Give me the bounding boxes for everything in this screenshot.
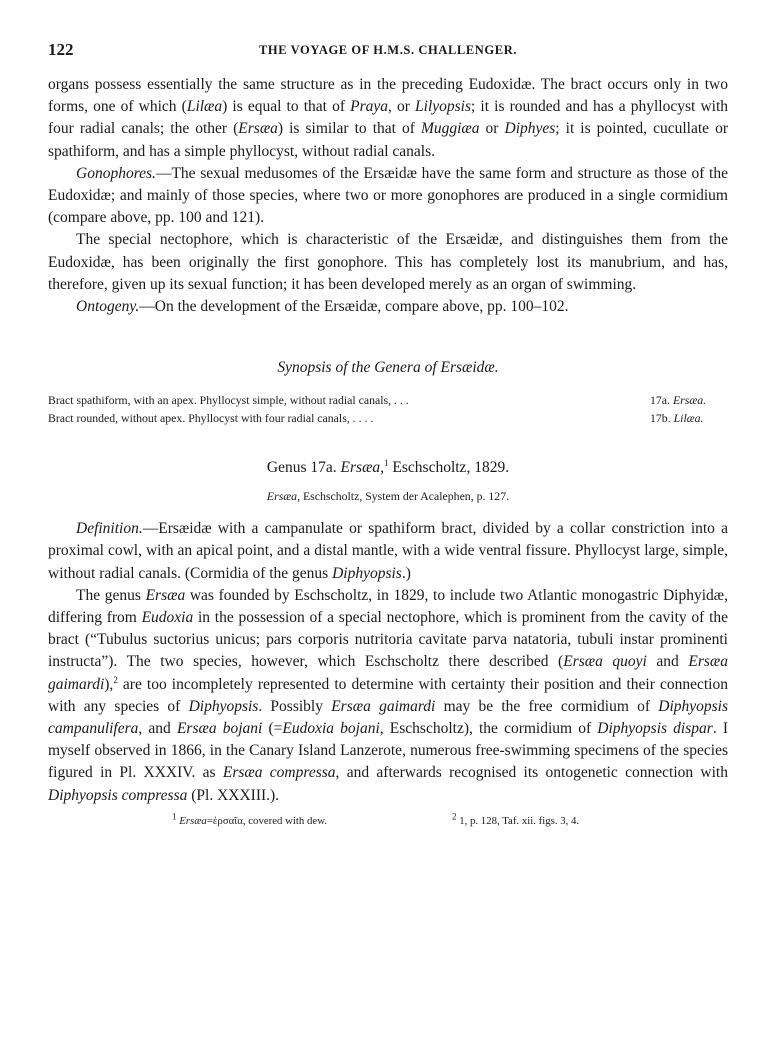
genus-heading: Genus 17a. Ersæa,$^1$ Eschscholtz, 1829. (266, 458, 510, 477)
genus-reference: Ersæa, Eschscholtz, System der Acalephen, p. 127. (266, 489, 510, 504)
page (48, 40, 728, 827)
gonophores-label: Gonophores. (76, 164, 156, 182)
footnote-2: $^2$ 1, p. 128, Taf. xii. figs. 3, 4. (452, 811, 580, 827)
definition-paragraph: Definition.—Ersæidæ with a campanulate or spathiform bract, divided by a collar constriction into a proximal cowl, with an apical point, and a distal mantle, with a wide ventral fissure. Phyllocyst large, simple, without radial canals. (Cormidia of the genus Diphyopsis.) (48, 520, 728, 582)
page-number: 122 (48, 40, 74, 59)
genus-history-paragraph: The genus Ersæa was founded by Eschscholtz, in 1829, to include two Atlantic monogastric Diphyidæ, differing from Eudoxia in the possession of a special nectophore, which is prominent from the cavity of the bract (“Tubulus suctorius unicus; pars corporis nutritoria cavitate parva natatoria, tubuli instar prominenti instructa”). The two species, however, which Eschscholtz there described (Ersæa quoyi and Ersæa gaimardi),$^2$ are too incompletely represented to determine with certainty their position and their connection with any species of Diphyopsis. Possibly Ersæa gaimardi may be the free cormidium of Diphyopsis campanulifera, and Ersæa bojani (=Eudoxia bojani, Eschscholtz), the cormidium of Diphyopsis dispar. I myself observed in 1866, in the Canary Island Lanzerote, numerous free-swimming specimens of the species figured in Pl. XXXIV. as Ersæa compressa, and afterwards recognised its ontogenetic connection with Diphyopsis compressa (Pl. XXXIII.). (48, 586, 729, 804)
synopsis-table (48, 391, 728, 427)
intro-paragraph-1: organs possess essentially the same structure as in the preceding Eudoxidæ. The bract occurs only in two forms, one of which (Lilæa) is equal to that of Praya, or Lilyopsis; it is rounded and has a phyllocyst with four radial canals; the other (Ersæa) is similar to that of Muggiæa or Diphyes; it is pointed, cucullate or spathiform, and has a simple phyllocyst, without radial canals. (48, 76, 729, 160)
ontogeny-paragraph: Ontogeny.—On the development of the Ersæidæ, compare above, pp. 100–102. (76, 298, 569, 316)
footnotes (48, 811, 728, 827)
gonophores-paragraph: Gonophores.—The sexual medusomes of the Ersæidæ have the same form and structure as those of the Eudoxidæ; and mainly of those species, where two or more gonophores are produced in a single cormidium (compare above, pp. 100 and 121). (48, 164, 728, 227)
synopsis-row: Bract spathiform, with an apex. Phyllocyst simple, without radial canals, . . . 17a. Ersæa. (48, 393, 707, 408)
genus-section (48, 518, 728, 807)
definition-label: Definition. (76, 520, 143, 538)
nectophore-paragraph: The special nectophore, which is characteristic of the Ersæidæ, and distinguishes them from the Eudoxidæ, has been originally the first gonophore. This has completely lost its manubrium, and has, therefore, given up its sexual function; it has been developed merely as an organ of swimming. (48, 231, 728, 293)
running-title: THE VOYAGE OF H.M.S. CHALLENGER. (258, 43, 518, 57)
synopsis-row: Bract rounded, without apex. Phyllocyst with four radial canals, . . . . 17b. Lilæa. (48, 411, 704, 426)
synopsis-title: Synopsis of the Genera of Ersæidæ. (277, 359, 499, 377)
page-header (48, 40, 728, 62)
footnote-1: $^1$ Ersæa=ἑρσαῖα, covered with dew. (172, 811, 328, 827)
ontogeny-label: Ontogeny. (76, 298, 140, 316)
intro-section (48, 74, 728, 318)
